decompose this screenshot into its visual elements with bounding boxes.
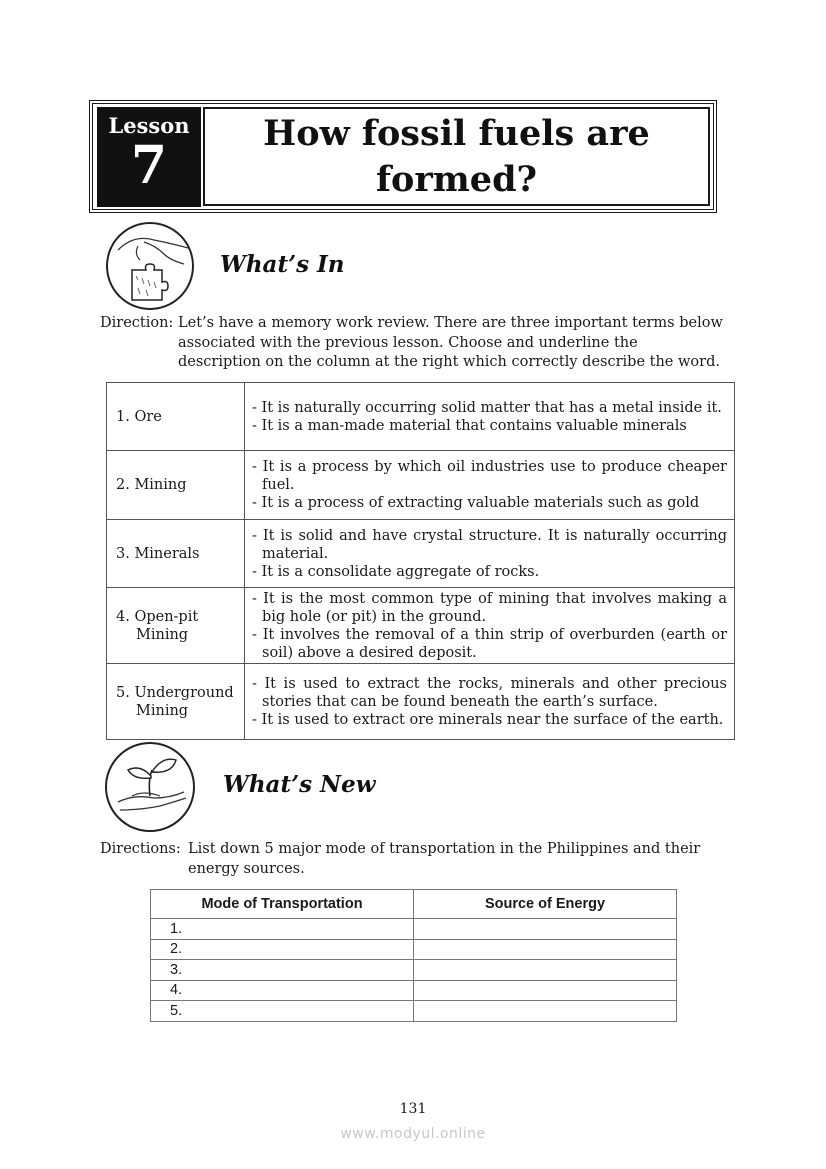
whats-new-heading: What’s New [223, 771, 376, 798]
column-header-source: Source of Energy [414, 890, 677, 919]
source-cell[interactable] [414, 939, 677, 960]
description-option[interactable]: - It is the most common type of mining that involves making a big hole (or pit) in the ground. [252, 590, 727, 625]
table-row [151, 1001, 677, 1022]
lesson-label: Lesson [108, 113, 190, 138]
whats-in-heading: What’s In [220, 251, 345, 278]
description-cell [245, 520, 735, 588]
mode-cell[interactable]: 5. [151, 1001, 414, 1022]
table-row [151, 919, 677, 940]
term-cell: 2. Mining [107, 451, 245, 520]
table-row [151, 939, 677, 960]
description-option[interactable]: - It involves the removal of a thin strip of overburden (earth or soil) above a desired deposit. [252, 626, 727, 661]
source-cell[interactable] [414, 1001, 677, 1022]
lesson-number-box [97, 107, 201, 207]
hand-sprout-icon [104, 740, 196, 834]
column-header-mode: Mode of Transportation [151, 890, 414, 919]
term-cell: 1. Ore [107, 383, 245, 451]
directions-text: List down 5 major mode of transportation in the Philippines and their energy sources. [188, 841, 701, 877]
table-row [107, 451, 735, 520]
lesson-title-box [203, 107, 710, 206]
description-cell [245, 588, 735, 664]
whats-in-direction [100, 314, 740, 374]
description-option[interactable]: - It is naturally occurring solid matter that has a metal inside it. [252, 399, 722, 416]
transportation-table [150, 889, 677, 1022]
description-option[interactable]: - It is solid and have crystal structure. It is naturally occurring material. [252, 527, 727, 562]
description-cell [245, 664, 735, 740]
source-cell[interactable] [414, 980, 677, 1001]
lesson-number: 7 [130, 135, 168, 196]
description-option[interactable]: - It is used to extract the rocks, minerals and other precious stories that can be found beneath the earth’s surface. [252, 675, 727, 710]
table-row [107, 664, 735, 740]
table-header-row [151, 890, 677, 919]
description-option[interactable]: - It is used to extract ore minerals near the surface of the earth. [252, 711, 724, 728]
term-cell: 3. Minerals [107, 520, 245, 588]
lesson-title: How fossil fuels are formed? [263, 112, 650, 200]
term-cell: 5. Underground Mining [107, 664, 245, 740]
table-row [107, 520, 735, 588]
direction-label: Direction: [100, 315, 174, 331]
table-row [107, 383, 735, 451]
direction-text: Let’s have a memory work review. There are three important terms below associated with the previous lesson. Choose and underline the description on the column at the right which correctly describe the word. [178, 315, 723, 370]
description-option[interactable]: - It is a consolidate aggregate of rocks. [252, 563, 540, 580]
description-cell [245, 451, 735, 520]
mode-cell[interactable]: 2. [151, 939, 414, 960]
hand-puzzle-piece-icon [104, 220, 196, 312]
source-cell[interactable] [414, 960, 677, 981]
mode-cell[interactable]: 1. [151, 919, 414, 940]
term-cell: 4. Open-pit Mining [107, 588, 245, 664]
memory-review-table [106, 382, 735, 740]
description-option[interactable]: - It is a process by which oil industries use to produce cheaper fuel. [252, 459, 727, 493]
source-cell[interactable] [414, 919, 677, 940]
description-option[interactable]: - It is a process of extracting valuable materials such as gold [252, 495, 700, 511]
lesson-banner [89, 100, 717, 213]
mode-cell[interactable]: 4. [151, 980, 414, 1001]
description-option[interactable]: - It is a man-made material that contains valuable minerals [252, 417, 687, 434]
whats-new-direction [100, 840, 740, 880]
description-cell [245, 383, 735, 451]
table-row [151, 960, 677, 981]
table-row [151, 980, 677, 1001]
watermark: www.modyul.online [340, 1126, 486, 1142]
mode-cell[interactable]: 3. [151, 960, 414, 981]
directions-label: Directions: [100, 841, 181, 857]
table-row [107, 588, 735, 664]
page-number: 131 [399, 1101, 427, 1117]
